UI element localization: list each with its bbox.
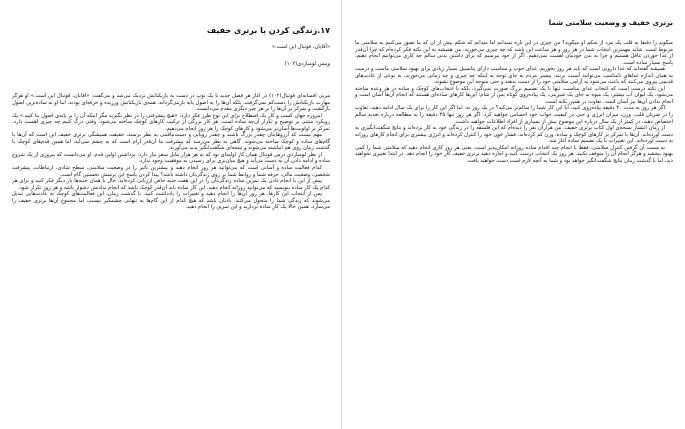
- paragraph: میگوید را دقیقاً به قلب یک مرد از شکم او میگوید؟ من چیزی در این باره نمیدانم اما میدانم که شکم بیش از آن که ما تصور می‌کنیم به سلامتی ما مربوط است. شاید مهمترین انتخاب شما در هر روز و هر ساعت این باشد که چه چیزی می‌خورید. من همیشه به این نکته فکر کرده‌ام که چرا آن‌قدر از غذا خوردن غافل هستیم و چرا به بدن خودمان اهمیت نمی‌دهیم. اگر از خود بپرسیم که برای داشتن بدنی سالم چه کاری می‌توانیم انجام دهیم، پاسخ بسیار ساده است.: [355, 40, 673, 66]
- paragraph: از زمان انتشار نسخه‌ی اول کتاب برتری خفیف، من هزاران نفر را دیده‌ام که این فلسفه را در زندگی خود به کار برده‌اند و نتایج شگفت‌انگیزی به دست آورده‌اند. آن‌ها با تمرکز بر کارهای کوچک و ساده، وزن کم کرده‌اند، فشار خون خود را کنترل کرده‌اند و انرژی بیشتری برای انجام کارهای روزانه به دست آورده‌اند. این تغییرات با یک تصمیم ساده آغاز شد.: [355, 125, 673, 145]
- paragraph: همیشه گفته‌اند که غذا دارویی است که باید هر روز بخوریم. غذای خوب و متناسب دارای پتانسیل بسیار زیادی برای بهبود سلامتی ماست و درست به همان اندازه غذاهای نامناسب می‌توانند آسیب بزنند. بیشتر مردم به جای توجه به اینکه چه چیزی و چه زمانی می‌خورند، به نوعی از عادت‌های قدیمی پیروی می‌کنند که باعث می‌شود به آرامی سلامتی خود را از دست بدهند و حتی متوجه این موضوع نشوند.: [355, 66, 673, 86]
- right-body-text: [355, 40, 673, 422]
- paragraph: کدام فعالیت ساده و آسانی است که می‌توانید هر روز انجام دهید و بیشترین تأثیر را در وضعیت سلامتی، سطح شادی، ارتباطات، پیشرفت شخصی، وضعیت مالی، حرفه شما و روابط شما بر روی زندگی‌تان داشته باشد؟ پیدا کردن پاسخ این پرسش نخستین گام است.: [12, 165, 330, 178]
- paragraph: پس از انتخاب این کارها، هر روز آن‌ها را انجام دهید و تغییرات را یادداشت کنید. با گذشت زمان، این فعالیت‌های کوچک به عادت‌هایی تبدیل می‌شوند که زندگی شما را متحول می‌کنند. یادتان باشد که هیچ کدام از این گام‌ها به تنهایی چشمگیر نیست، اما مجموع آن‌ها برتری خفیف را می‌سازد. همین حالا یک کار ساده بردارید و این تمرین را انجام دهید.: [12, 191, 330, 211]
- left-page: [0, 0, 342, 429]
- epigraph-author: وینس لومباردی(۱۰۲): [284, 60, 330, 67]
- paragraph: پیش از این با انجام دادن یک تمرین ساده زندگی‌تان را در این هفت جنبه خاص ارزیابی کرده‌اید. حال با همان جنبه‌ها بار دیگر فکر کنید و برای هر کدام یک کار ساده بنویسید که می‌توانید روزانه انجام دهید. این کار ساده باید آن‌قدر کوچک باشد که انجام ندادنش دشوار باشد و هر روز تکرار شود.: [12, 178, 330, 191]
- paragraph: مهم نیست که آرزوهایتان چقدر بزرگ باشند و چقدر رویایی و دست‌نیافتنی به نظر برسند، حقیقت همیشگی برتری خفیف این است که آن‌ها با گام‌های ساده و کوچک ساخته می‌شوند. گاهی به نظر می‌رسد که پیشرفت ما آن‌قدر آرام است که به چشم نمی‌آید، اما همین قدم‌های کوچک با گذشت زمان روی هم انباشته می‌شوند و نتیجه‌ای شگفت‌انگیز پدید می‌آورند.: [12, 132, 330, 152]
- chapter-title: برتری خفیف و وضعیت سلامتی شما: [548, 19, 673, 27]
- paragraph: از نظر لومباردی درس فوتبال همان کار اولیه‌ای بود که به هر هزار مایل سفر نیاز دارد: برداشتن اولین قدم. او می‌دانست که پیروزی از یک شروع ساده و ادامه دادن آن به دست می‌آید و هیچ میان‌بری برای رسیدن به موفقیت وجود ندارد.: [12, 151, 330, 165]
- epigraph-quote: «آقایان، فوتبال این است.»: [271, 44, 330, 50]
- right-page: [342, 0, 685, 429]
- paragraph: امروزه جهان کسب و کار یک اصطلاح برای این نوع طرز فکر دارد: «هیچ پیشرفتی را در نظر نگیرید مگر اینکه آن را بر پایه‌ی اصول بنا کنید.» یک رویکرد مبتنی بر توضیح و تکرار آن‌چه ساده است. هر کار بزرگی از ترکیب کارهای کوچک ساخته می‌شود. وقتی درک کنیم چه چیزی اهمیت دارد، تمرکز بر اولویت‌ها آسان‌تر می‌شود و کارهای کوچک را هر روز انجام می‌دهیم.: [12, 112, 330, 132]
- paragraph: این نکته درست است که انتخاب غذای مناسب، تنها با یک تصمیم بزرگ صورت نمی‌گیرد، بلکه با انتخاب‌های کوچک و ساده در هر وعده ساخته می‌شود. یک لیوان آب بیشتر، یک میوه به جای یک شیرینی، یک پیاده‌روی کوتاه پس از شام؛ این‌ها کارهای ساده‌ای هستند که انجام آن‌ها آسان است و انجام ندادن آن‌ها نیز آسان است. تفاوت در همین نکته است.: [355, 85, 673, 105]
- paragraph: اگر هر روز به مدت ۳۰ دقیقه پیاده‌روی کنید، آیا این کار شما را سالم‌تر می‌کند؟ در یک روز نه. اما اگر این کار را برای یک سال ادامه دهید، تفاوت را در ضربان قلب، وزن، میزان انرژی و حتی در کیفیت خواب خود احساس خواهید کرد. اگر هر روز تنها ۴۵ دقیقه را به مطالعه درباره تغذیه سالم اختصاص دهید، در کمتر از یک سال درباره این موضوع بیش از بسیاری از افراد اطلاعات خواهید داشت.: [355, 105, 673, 125]
- chapter-header: [12, 26, 330, 67]
- left-body-text: [12, 93, 330, 421]
- paragraph: مربی افسانه‌ای فوتبال(۱۰۲) در آغاز هر فصل جدید با یک توپ در دست به بازیکنانش نزدیک می‌شد و می‌گفت: «آقایان، فوتبال این است.» او هرگز مهارت بازیکنانش را دست‌کم نمی‌گرفت، بلکه آن‌ها را به اصول پایه بازمی‌گرداند. همه‌ی بازیکنانش ورزیده و حرفه‌ای بودند، اما او به ساده‌ترین اصول بازگشت و تمرکز بر آن‌ها را بر هر چیز دیگری مقدم می‌دانست.: [12, 93, 330, 113]
- chapter-title: ۱۷.زندگی کردن با برتری خفیف: [206, 26, 330, 35]
- paragraph: به سمت آن گرفتن کنترل سلامتی، فقط با انجام چند اقدام ساده روزانه امکان‌پذیر است. یعنی هر روز کاری انجام دهید که سلامتی شما را کمی بهبود ببخشد و هرگز انجام آن را متوقف نکنید. هر روز یک انتخاب درست کنید و اجازه دهید برتری خفیف کار خود را انجام دهد. در ابتدا تغییری نخواهید دید، اما با گذشت زمان نتایج شگفت‌انگیز خواهد بود و شما به آنچه لازم است دست خواهید یافت.: [355, 144, 673, 164]
